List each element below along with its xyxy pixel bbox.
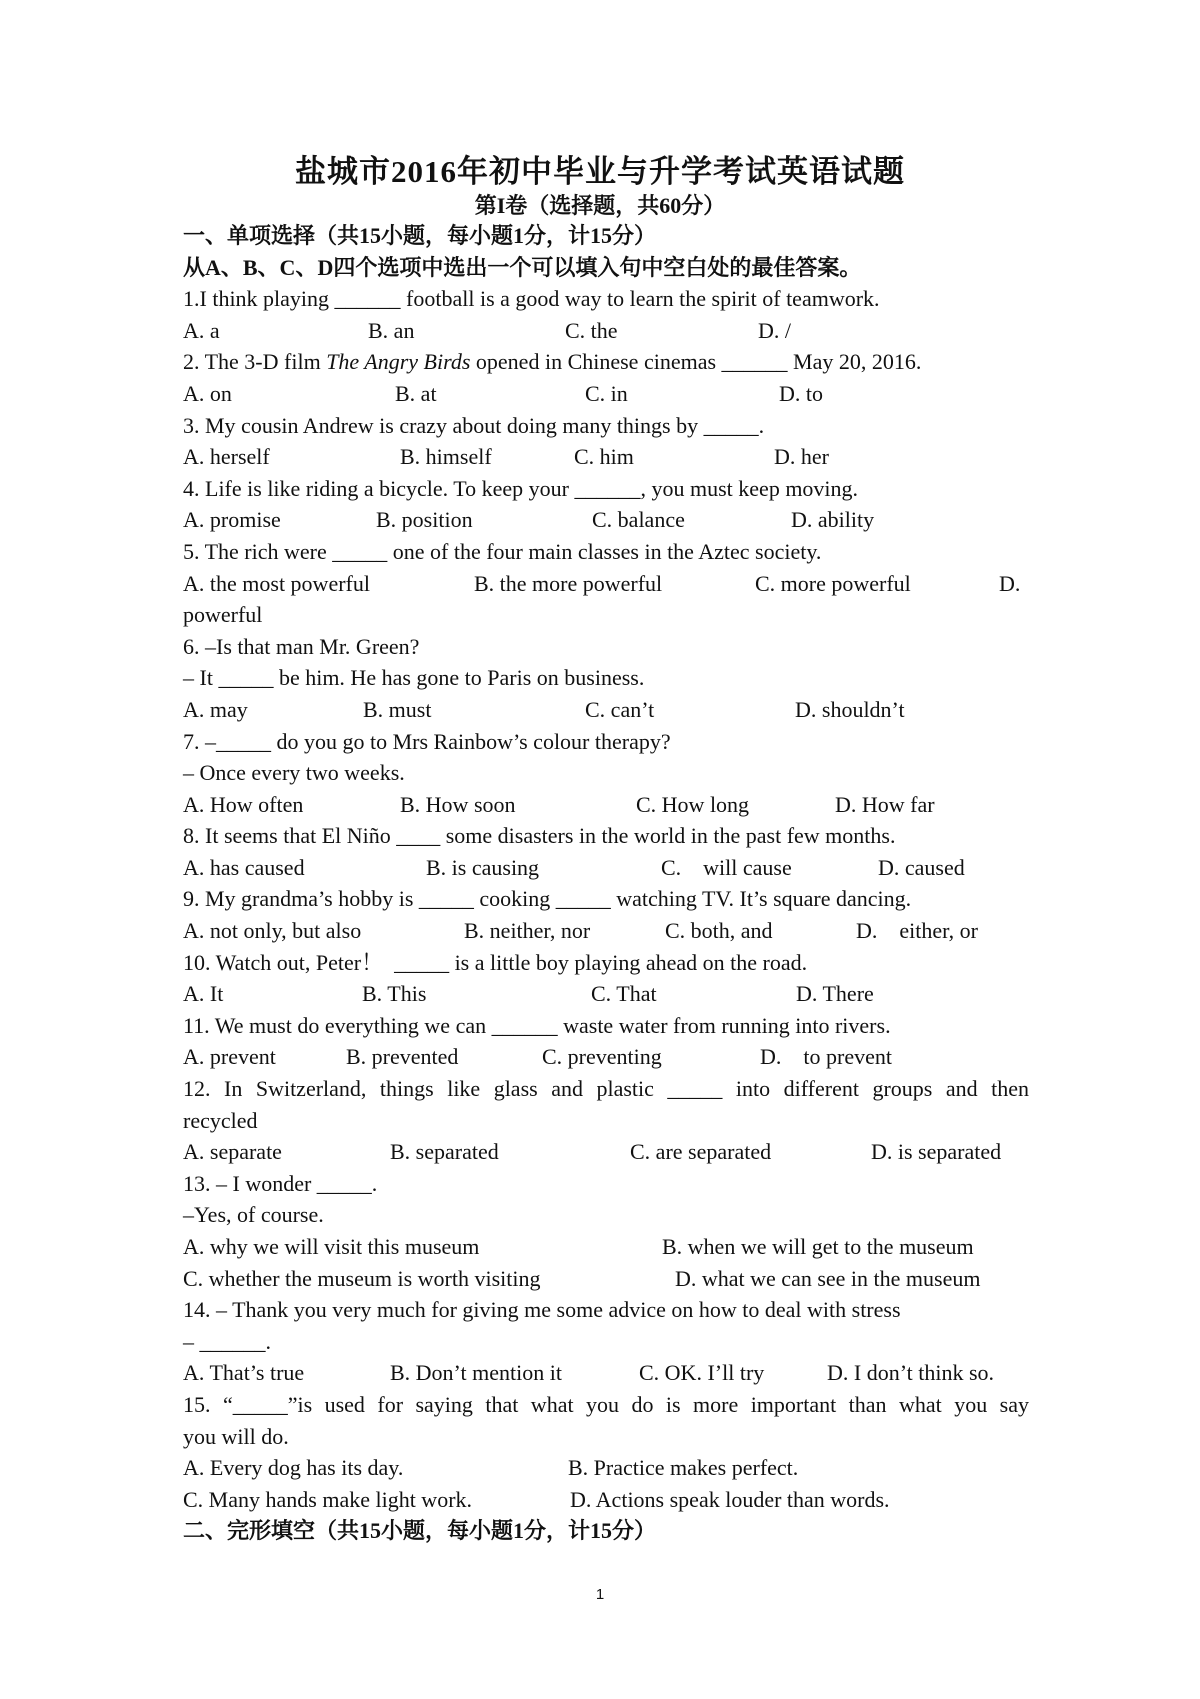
option-c: C. him	[574, 444, 634, 470]
question-stem: 7. –_____ do you go to Mrs Rainbow’s colour therapy?	[183, 728, 671, 754]
option-b: B. Don’t mention it	[390, 1360, 562, 1386]
question-stem: 10. Watch out, Peter！ _____ is a little boy playing ahead on the road.	[183, 949, 808, 975]
question-stem: 2. The 3-D film The Angry Birds opened in Chinese cinemas ______ May 20, 2016.	[183, 349, 922, 375]
option-c: C. whether the museum is worth visiting	[183, 1265, 541, 1291]
option-d: D.	[999, 570, 1021, 596]
options-row	[183, 789, 1029, 821]
question-stem: 4. Life is like riding a bicycle. To keep your ______, you must keep moving.	[183, 475, 859, 501]
option-d: D. shouldn’t	[795, 696, 905, 722]
option-b: B. when we will get to the museum	[662, 1234, 974, 1259]
options-row	[183, 1484, 1029, 1516]
options-row	[183, 694, 1029, 726]
page-subtitle: 第I卷（选择题，共60分）	[474, 193, 726, 218]
options-row	[183, 568, 1029, 600]
option-d: D. to prevent	[760, 1044, 892, 1070]
option-a: A. on	[183, 380, 232, 406]
option-c: C. the	[565, 317, 618, 343]
stem-wrap: recycled	[183, 1107, 258, 1133]
option-c: C. both, and	[665, 918, 773, 944]
question-stem: 9. My grandma’s hobby is _____ cooking _____ watching TV. It’s square dancing.	[183, 886, 912, 912]
question-stem: 14. – Thank you very much for giving me some advice on how to deal with stress	[183, 1297, 901, 1323]
section2-heading: 二、完形填空（共15小题，每小题1分，计15分）	[183, 1518, 657, 1544]
option-d: D. How far	[835, 791, 935, 817]
film-title: The Angry Birds	[326, 349, 471, 375]
option-d: D. is separated	[871, 1139, 1002, 1165]
option-a: A. a	[183, 317, 220, 343]
option-b: B. the more powerful	[474, 570, 663, 596]
option-a: A. prevent	[183, 1044, 276, 1070]
option-c: C. in	[585, 380, 628, 406]
options-row	[183, 1357, 1029, 1389]
option-d: D. /	[758, 317, 791, 343]
option-d: D. There	[796, 981, 874, 1007]
option-c: C. are separated	[630, 1139, 772, 1165]
question-stem: 3. My cousin Andrew is crazy about doing many things by _____.	[183, 412, 765, 438]
options-row	[183, 504, 1029, 536]
option-a: A. has caused	[183, 854, 305, 880]
option-d: D. either, or	[856, 918, 978, 944]
option-c: C. can’t	[585, 696, 655, 722]
option-d-wrap: powerful	[183, 602, 263, 628]
page-number: 1	[595, 1586, 605, 1603]
options-row	[183, 315, 1029, 347]
option-a: A. It	[183, 981, 224, 1007]
option-a: A. why we will visit this museum	[183, 1234, 480, 1259]
stem-wrap: you will do.	[183, 1423, 289, 1449]
dialog-line: – It _____ be him. He has gone to Paris on business.	[183, 665, 645, 691]
options-row	[183, 978, 1029, 1010]
option-a: A. promise	[183, 507, 281, 533]
option-b: B. neither, nor	[464, 918, 591, 944]
option-c: C. Many hands make light work.	[183, 1486, 473, 1512]
question-stem: 13. – I wonder _____.	[183, 1170, 378, 1196]
question-stem: 6. –Is that man Mr. Green?	[183, 633, 420, 659]
question-stem: 5. The rich were _____ one of the four main classes in the Aztec society.	[183, 538, 822, 564]
option-b: B. position	[376, 507, 473, 533]
option-b: B. at	[395, 380, 437, 406]
options-row	[183, 1263, 1029, 1295]
option-a: A. may	[183, 696, 248, 722]
options-row	[183, 1231, 1029, 1263]
option-c: C. will cause	[661, 854, 792, 880]
option-a: A. separate	[183, 1139, 282, 1165]
question-stem: 1.I think playing ______ football is a good way to learn the spirit of teamwork.	[183, 286, 880, 312]
page-title: 盐城市2016年初中毕业与升学考试英语试题	[295, 154, 905, 189]
option-b: B. prevented	[346, 1044, 459, 1070]
option-d: D. Actions speak louder than words.	[570, 1486, 890, 1512]
section1-heading: 一、单项选择（共15小题，每小题1分，计15分）	[183, 223, 657, 248]
option-a: A. herself	[183, 444, 270, 470]
option-c: C. OK. I’ll try	[639, 1360, 765, 1386]
question-stem: 12. In Switzerland, things like glass and plastic _____ into different groups and then	[183, 1076, 1029, 1102]
dialog-line: – Once every two weeks.	[183, 760, 405, 786]
option-b: B. must	[363, 696, 432, 722]
section1-instruction: 从A、B、C、D四个选项中选出一个可以填入句中空白处的最佳答案。	[183, 254, 862, 280]
option-d: D. to	[779, 380, 823, 406]
option-c: C. more powerful	[755, 570, 911, 596]
option-c: C. preventing	[542, 1044, 662, 1070]
option-d: D. her	[774, 444, 829, 470]
option-a: A. How often	[183, 791, 304, 817]
option-d: D. caused	[878, 854, 965, 880]
option-a: A. Every dog has its day.	[183, 1455, 404, 1481]
option-c: C. That	[591, 981, 657, 1007]
option-b: B. How soon	[400, 791, 516, 817]
option-b: B. an	[368, 317, 415, 343]
options-row	[183, 852, 1029, 884]
options-row	[183, 915, 1029, 947]
option-a: A. That’s true	[183, 1360, 305, 1386]
option-b: B. Practice makes perfect.	[568, 1455, 799, 1481]
dialog-line: –Yes, of course.	[183, 1202, 324, 1228]
option-c: C. How long	[636, 791, 750, 817]
options-row	[183, 441, 1029, 473]
option-d: D. what we can see in the museum	[675, 1265, 981, 1291]
option-d: D. I don’t think so.	[827, 1360, 995, 1386]
option-d: D. ability	[791, 507, 875, 533]
options-row	[183, 1452, 1029, 1484]
exam-content	[183, 220, 1029, 1547]
option-a: A. the most powerful	[183, 570, 370, 596]
option-b: B. separated	[390, 1139, 499, 1165]
options-row	[183, 378, 1029, 410]
question-stem: 8. It seems that El Niño ____ some disasters in the world in the past few months.	[183, 823, 896, 849]
question-stem: 15. “_____”is used for saying that what you do is more important than what you say	[183, 1391, 1029, 1417]
option-b: B. This	[362, 981, 427, 1007]
option-b: B. himself	[400, 444, 492, 470]
options-row	[183, 1136, 1029, 1168]
option-b: B. is causing	[426, 854, 540, 880]
dialog-line: – ______.	[183, 1328, 271, 1354]
options-row	[183, 1041, 1029, 1073]
option-a: A. not only, but also	[183, 918, 362, 944]
option-c: C. balance	[592, 507, 685, 533]
question-stem: 11. We must do everything we can ______ waste water from running into rivers.	[183, 1012, 891, 1038]
